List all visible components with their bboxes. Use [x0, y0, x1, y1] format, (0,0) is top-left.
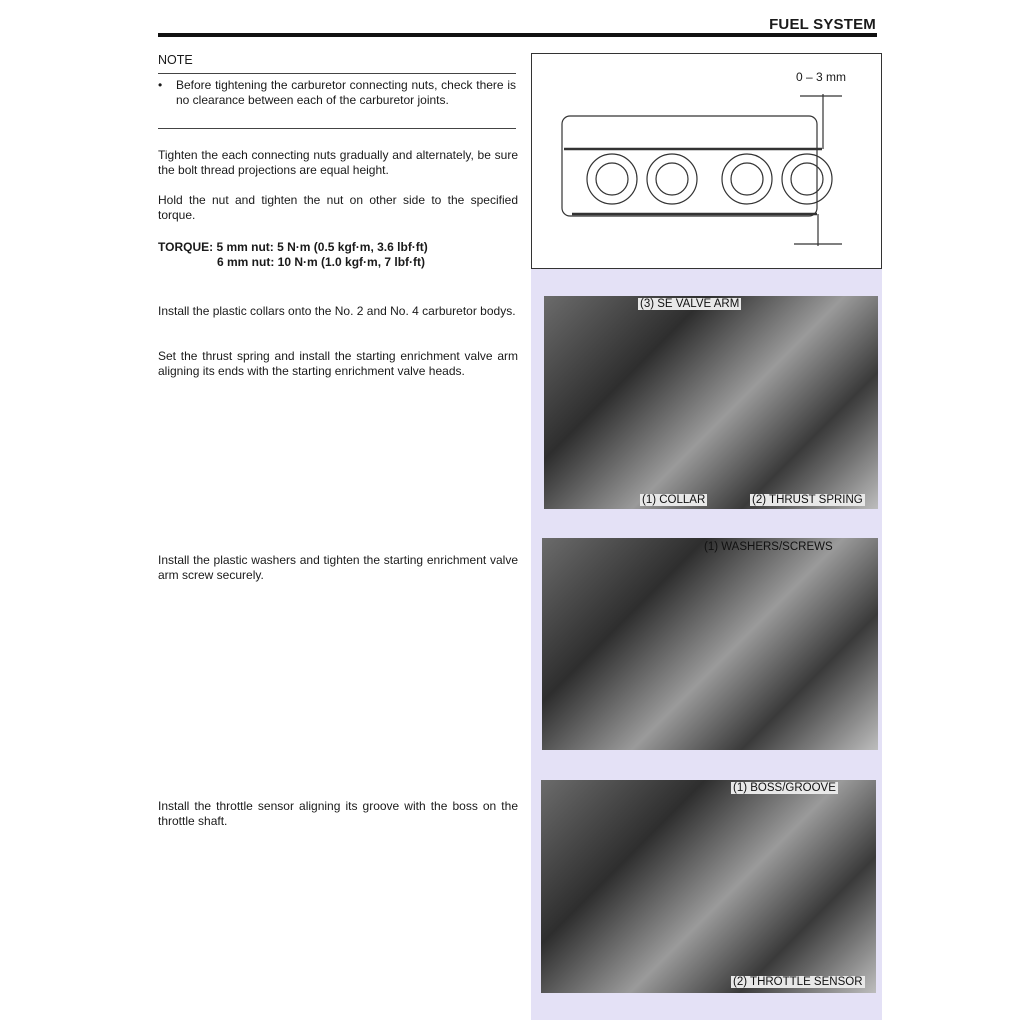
paragraph-text: Set the thrust spring and install the starting enrichment valve arm aligning its ends with the starting enrichment valve heads. — [158, 349, 518, 378]
note-text: Before tightening the carburetor connecting nuts, check there is no clearance between each of the carburetor joints. — [176, 78, 516, 107]
torque-line-1: TORQUE: 5 mm nut: 5 N·m (0.5 kgf·m, 3.6 lbf·ft) — [158, 240, 428, 254]
paragraph-throttle-sensor — [158, 799, 518, 829]
paragraph-text: Install the plastic washers and tighten the starting enrichment valve arm screw securely. — [158, 553, 518, 582]
dimension-label: 0 – 3 mm — [796, 70, 847, 84]
carburetor-line-art-icon — [532, 54, 881, 268]
torque-spec — [158, 240, 428, 270]
paragraph-text: Tighten the each connecting nuts gradually and alternately, be sure the bolt thread projections are equal height. — [158, 148, 518, 177]
header-rule — [158, 33, 877, 37]
note-heading: NOTE — [158, 53, 193, 67]
photo-se-valve-arm — [544, 296, 878, 509]
callout-boss-groove: (1) BOSS/GROOVE — [733, 782, 836, 794]
callout-collar: (1) COLLAR — [642, 494, 706, 506]
paragraph-tighten — [158, 148, 518, 178]
callout-throttle-sensor: (2) THROTTLE SENSOR — [733, 976, 863, 988]
carburetor-diagram — [531, 53, 882, 269]
callout-washers-screws: (1) WASHERS/SCREWS — [704, 541, 833, 553]
paragraph-hold-nut — [158, 193, 518, 223]
paragraph-collars — [158, 304, 518, 319]
paragraph-text: Hold the nut and tighten the nut on other side to the specified torque. — [158, 193, 518, 222]
paragraph-text: Install the throttle sensor aligning its groove with the boss on the throttle shaft. — [158, 799, 518, 828]
paragraph-washers — [158, 553, 518, 583]
section-title: FUEL SYSTEM — [769, 16, 876, 33]
callout-thrust-spring: (2) THRUST SPRING — [752, 494, 863, 506]
note-top-rule — [158, 73, 516, 74]
callout-se-valve-arm: (3) SE VALVE ARM — [640, 298, 740, 310]
note-body — [158, 78, 516, 108]
paragraph-text: Install the plastic collars onto the No. 2 and No. 4 carburetor bodys. — [158, 304, 516, 318]
photo-washers-screws — [542, 538, 878, 750]
photo-throttle-sensor — [541, 780, 876, 993]
torque-line-2: 6 mm nut: 10 N·m (1.0 kgf·m, 7 lbf·ft) — [217, 255, 426, 269]
bullet-icon: • — [158, 78, 163, 92]
paragraph-thrust-spring — [158, 349, 518, 379]
note-bottom-rule — [158, 128, 516, 129]
